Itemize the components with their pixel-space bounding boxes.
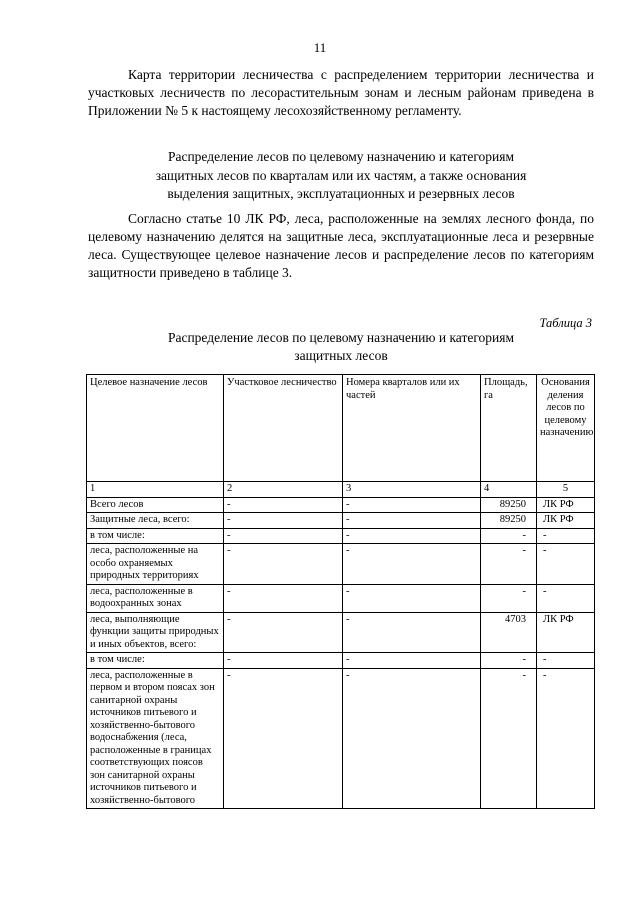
numbering-cell: 2 [224,482,343,498]
body-paragraph [88,210,594,282]
row-district: - [224,544,343,585]
row-district: - [224,653,343,669]
table-row [87,584,595,612]
row-area: - [481,668,537,809]
numbering-cell: 5 [537,482,595,498]
row-area: 89250 [481,513,537,529]
section-heading-line-1: Распределение лесов по целевому назначению и категориям [167,149,515,164]
table-row [87,544,595,585]
row-area: 89250 [481,497,537,513]
row-quarters: - [343,528,481,544]
row-area: 4703 [481,612,537,653]
row-purpose: Защитные леса, всего: [87,513,224,529]
row-purpose: в том числе: [87,653,224,669]
intro-paragraph-text: Карта территории лесничества с распределением территории лесничества и участковых лесничеств по лесорастительным зонам и лесным районам приведена в Приложении № 5 к настоящему лесохозяйственному регламенту. [88,67,594,118]
row-area: - [481,653,537,669]
table-title [88,329,594,365]
header-area: Площадь, га [481,375,537,482]
header-district: Участковое лесничество [224,375,343,482]
section-heading [88,148,594,204]
row-purpose: леса, расположенные в первом и втором поясах зон санитарной охраны источников питьевого и хозяйственно-бытового водоснабжения (леса, расположенные в границах соответствующих поясов зон санитарной охраны источников питьевого и хозяйственно-бытового [87,668,224,809]
row-basis: ЛК РФ [537,612,595,653]
row-basis: - [537,653,595,669]
table-row [87,497,595,513]
row-basis: ЛК РФ [537,513,595,529]
section-heading-line-2: защитных лесов по кварталам или их частям, а также основания [155,167,527,183]
numbering-cell: 4 [481,482,537,498]
row-basis: - [537,544,595,585]
row-district: - [224,612,343,653]
table-header-row [87,375,595,482]
row-district: - [224,668,343,809]
row-quarters: - [343,612,481,653]
row-district: - [224,584,343,612]
row-basis: ЛК РФ [537,497,595,513]
row-basis: - [537,584,595,612]
table-row [87,653,595,669]
row-quarters: - [343,544,481,585]
row-area: - [481,544,537,585]
row-quarters: - [343,653,481,669]
row-quarters: - [343,668,481,809]
header-basis: Основания деления лесов по целевому назначению [537,375,595,482]
row-area: - [481,584,537,612]
row-quarters: - [343,497,481,513]
header-purpose: Целевое назначение лесов [87,375,224,482]
numbering-cell: 3 [343,482,481,498]
row-district: - [224,497,343,513]
row-basis: - [537,668,595,809]
body-paragraph-text: Согласно статье 10 ЛК РФ, леса, расположенные на землях лесного фонда, по целевому назначению делятся на защитные леса, эксплуатационные леса и резервные леса. Существующее целевое назначение лесов и распределение лесов по категориям защитности приведено в таблице 3. [88,211,594,280]
row-district: - [224,513,343,529]
table-label: Таблица 3 [539,316,592,330]
row-purpose: леса, расположенные на особо охраняемых природных территориях [87,544,224,585]
table-row [87,513,595,529]
row-purpose: леса, выполняющие функции защиты природных и иных объектов, всего: [87,612,224,653]
forest-distribution-table [86,374,595,809]
table-numbering-row [87,482,595,498]
row-district: - [224,528,343,544]
row-area: - [481,528,537,544]
header-quarters: Номера кварталов или их частей [343,375,481,482]
row-purpose: леса, расположенные в водоохранных зонах [87,584,224,612]
table-row [87,612,595,653]
intro-paragraph [88,66,594,120]
row-purpose: в том числе: [87,528,224,544]
section-heading-line-3: выделения защитных, эксплуатационных и резервных лесов [167,186,515,201]
row-quarters: - [343,584,481,612]
table-row [87,528,595,544]
numbering-cell: 1 [87,482,224,498]
table-title-line-2: защитных лесов [294,348,388,363]
table-row [87,668,595,809]
page-number: 11 [313,40,327,55]
row-basis: - [537,528,595,544]
row-quarters: - [343,513,481,529]
table-title-line-1: Распределение лесов по целевому назначению и категориям [167,330,515,345]
row-purpose: Всего лесов [87,497,224,513]
